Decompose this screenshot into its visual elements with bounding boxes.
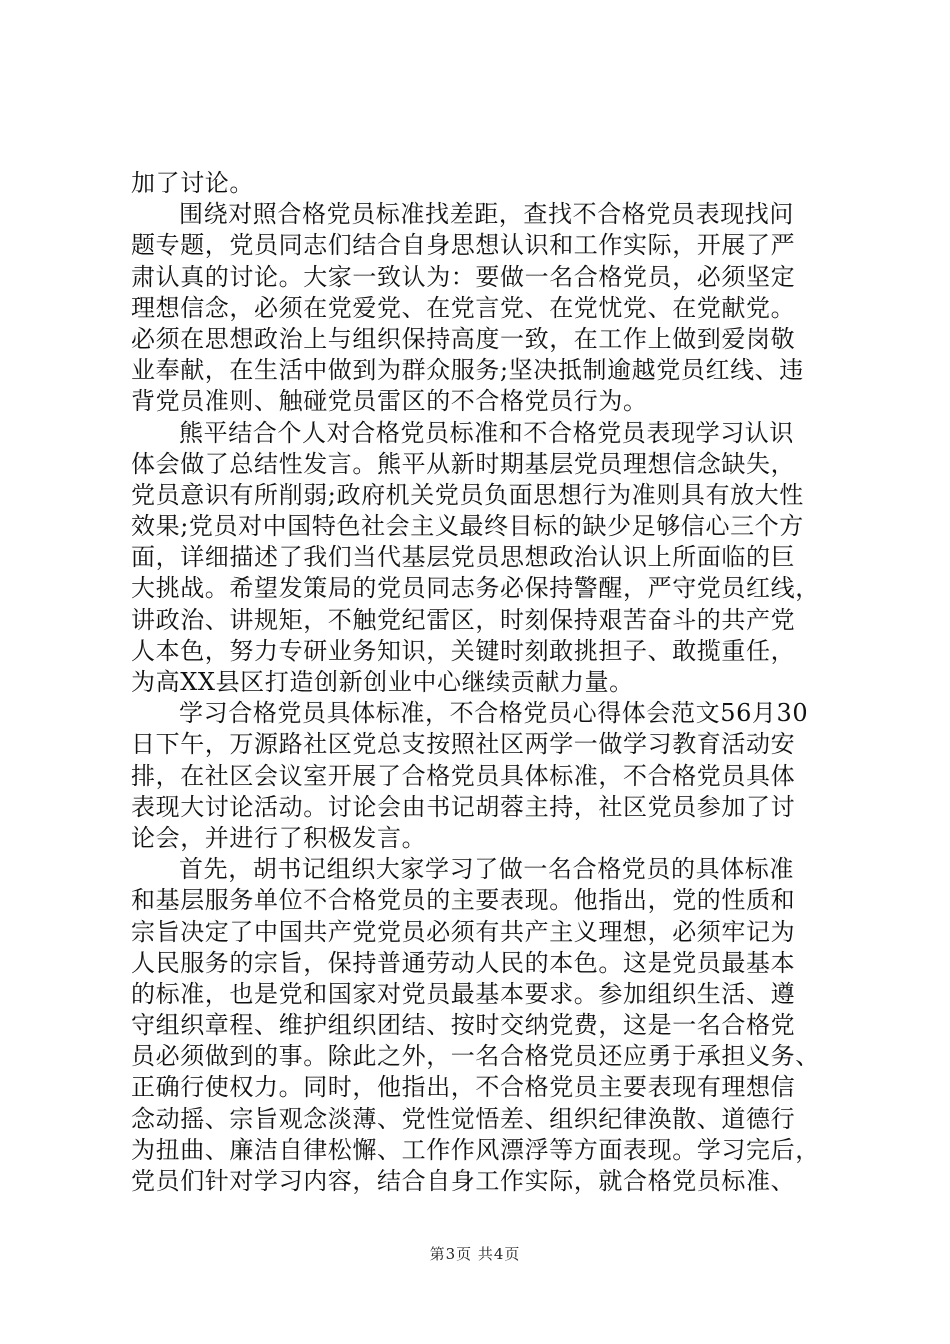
text-line: 背党员准则、触碰党员雷区的不合格党员行为。: [131, 387, 648, 416]
text-line: 体会做了总结性发言。熊平从新时期基层党员理想信念缺失，: [131, 449, 796, 478]
text-line: 讲政治、讲规矩，不触党纪雷区，时刻保持艰苦奋斗的共产党: [131, 605, 796, 634]
text-line: 首先，胡书记组织大家学习了做一名合格党员的具体标准: [179, 855, 794, 884]
document-body: [131, 168, 831, 1197]
text-line: 为扭曲、廉洁自律松懈、工作作风漂浮等方面表现。学习完后，: [131, 1135, 820, 1164]
text-line: 必须在思想政治上与组织保持高度一致，在工作上做到爱岗敬: [131, 324, 796, 353]
text-line: 业奉献，在生活中做到为群众服务;坚决抵制逾越党员红线、违: [131, 356, 804, 385]
text-line: 念动摇、宗旨观念淡薄、党性觉悟差、组织纪律涣散、道德行: [131, 1104, 796, 1133]
text-line: 排，在社区会议室开展了合格党员具体标准，不合格党员具体: [131, 761, 796, 790]
text-line: 人民服务的宗旨，保持普通劳动人民的本色。这是党员最基本: [131, 948, 796, 977]
text-line: 宗旨决定了中国共产党党员必须有共产主义理想，必须牢记为: [131, 917, 796, 946]
text-line: 日下午，万源路社区党总支按照社区两学一做学习教育活动安: [131, 730, 796, 759]
text-line: 党员们针对学习内容，结合自身工作实际，就合格党员标准、: [131, 1167, 796, 1195]
text-line: 为高XX县区打造创新创业中心继续贡献力量。: [131, 668, 634, 696]
text-line: 论会，并进行了积极发言。: [131, 823, 427, 852]
text-line: 大挑战。希望发策局的党员同志务必保持警醒，严守党员红线，: [131, 574, 820, 603]
text-line: 正确行使权力。同时，他指出，不合格党员主要表现有理想信: [131, 1073, 796, 1102]
text-line: 和基层服务单位不合格党员的主要表现。他指出，党的性质和: [131, 886, 796, 915]
text-line: 党员意识有所削弱;政府机关党员负面思想行为准则具有放大性: [131, 480, 804, 509]
text-line: 加了讨论。: [131, 169, 254, 197]
text-line: 守组织章程、维护组织团结、按时交纳党费，这是一名合格党: [131, 1011, 796, 1040]
text-line: 理想信念，必须在党爱党、在党言党、在党忧党、在党献党。: [131, 293, 796, 322]
text-line: 肃认真的讨论。大家一致认为：要做一名合格党员，必须坚定: [131, 262, 796, 291]
text-line: 面，详细描述了我们当代基层党员思想政治认识上所面临的巨: [131, 543, 796, 572]
text-line: 员必须做到的事。除此之外，一名合格党员还应勇于承担义务、: [131, 1042, 820, 1071]
text-line: 围绕对照合格党员标准找差距，查找不合格党员表现找问: [179, 200, 794, 229]
text-line: 的标准，也是党和国家对党员最基本要求。参加组织生活、遵: [131, 979, 796, 1008]
page-footer: 第3页 共4页: [429, 1245, 521, 1263]
text-line: 题专题，党员同志们结合自身思想认识和工作实际，开展了严: [131, 231, 796, 260]
text-line: 效果;党员对中国特色社会主义最终目标的缺少足够信心三个方: [131, 512, 804, 541]
text-line: 学习合格党员具体标准，不合格党员心得体会范文56月30: [179, 699, 809, 728]
text-line: 表现大讨论活动。讨论会由书记胡蓉主持，社区党员参加了讨: [131, 792, 796, 821]
text-line: 人本色，努力专研业务知识，关键时刻敢挑担子、敢揽重任，: [131, 636, 796, 665]
text-line: 熊平结合个人对合格党员标准和不合格党员表现学习认识: [179, 418, 794, 447]
